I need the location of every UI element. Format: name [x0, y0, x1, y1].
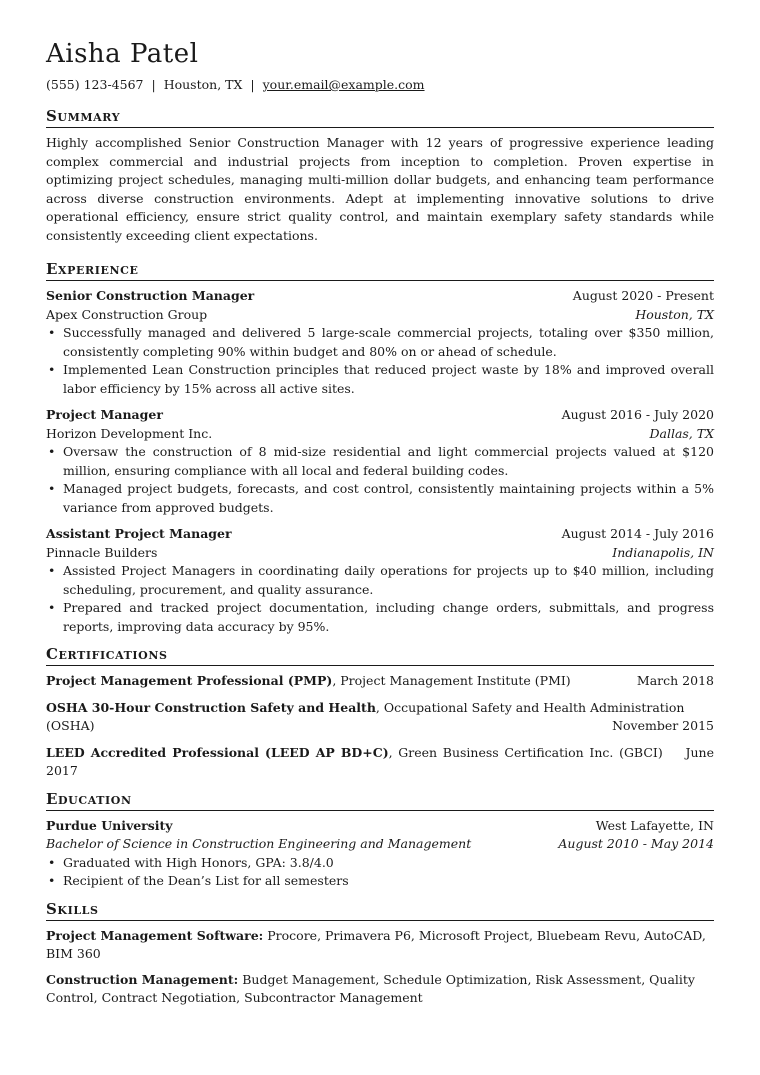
job-bullets — [46, 324, 714, 398]
certification-date: June 2017 — [46, 744, 714, 778]
certifications-section — [46, 644, 714, 781]
list-item: • Successfully managed and delivered 5 large-scale commercial projects, totaling over $350 million, consistently completing 90% within budget and 80% on or ahead of schedule. — [63, 324, 714, 361]
certification-issuer: , Occupational Safety and Health Administration (OSHA) — [46, 699, 685, 733]
summary-text: Highly accomplished Senior Construction Manager with 12 years of progressive experience leading complex commercial and industrial projects from inception to completion. Proven expertise in optimizing project schedules, managing multi-million dollar budgets, and enhancing team performance across diverse construction environments. Adept at implementing innovative solutions to drive operational efficiency, ensure strict quality control, and maintain exemplary safety standards while consistently exceeding client expectations. — [46, 135, 714, 243]
list-item: • Implemented Lean Construction principles that reduced project waste by 18% and improved overall labor efficiency by 15% across all active sites. — [63, 361, 714, 398]
certification-item — [46, 699, 714, 736]
list-item: • Prepared and tracked project documentation, including change orders, submittals, and progress reports, improving data accuracy by 95%. — [63, 599, 714, 636]
degree: Bachelor of Science in Construction Engineering and Management — [46, 836, 472, 851]
section-title-experience: Experience — [46, 259, 714, 281]
school-location: West Lafayette, IN — [595, 817, 714, 833]
job-dates: August 2016 - July 2020 — [561, 407, 714, 422]
certification-date: November 2015 — [612, 718, 714, 733]
job-entry — [46, 406, 714, 517]
job-bullets — [46, 562, 714, 636]
school-name: Purdue University — [46, 817, 173, 833]
job-location: Houston, TX — [635, 306, 714, 322]
contact-line — [46, 76, 714, 94]
skill-value: Budget Management, Schedule Optimization, Risk Assessment, Quality Control, Contract Negotiation, Subcontractor Management — [46, 971, 695, 1005]
job-bullets — [46, 443, 714, 517]
job-role: Senior Construction Manager — [46, 288, 255, 303]
section-title-summary: Summary — [46, 106, 714, 128]
skills-section — [46, 899, 714, 1008]
section-title-skills: Skills — [46, 899, 714, 921]
list-item: • Oversaw the construction of 8 mid-size residential and light commercial projects valued at $120 million, ensuring compliance with all local and federal building codes. — [63, 443, 714, 480]
education-section — [46, 789, 714, 891]
certification-issuer: , Green Business Certification Inc. (GBCI) — [388, 744, 663, 760]
list-item: • Recipient of the Dean’s List for all semesters — [63, 872, 714, 891]
education-bullets — [46, 854, 714, 891]
skill-item — [46, 971, 714, 1008]
job-role: Project Manager — [46, 407, 163, 422]
job-dates: August 2014 - July 2016 — [561, 526, 714, 541]
certification-issuer: , Project Management Institute (PMI) — [332, 673, 571, 688]
skill-value: Procore, Primavera P6, Microsoft Project, Bluebeam Revu, AutoCAD, BIM 360 — [46, 927, 706, 961]
certification-name: Project Management Professional (PMP) — [46, 673, 333, 688]
education-dates: August 2010 - May 2014 — [558, 836, 714, 851]
contact-separator: | — [250, 77, 255, 92]
location: Houston, TX — [163, 77, 243, 92]
certification-name: LEED Accredited Professional (LEED AP BD+C) — [46, 744, 389, 760]
certification-item — [46, 672, 714, 691]
contact-separator: | — [151, 77, 156, 92]
skill-item — [46, 927, 714, 964]
experience-section — [46, 259, 714, 636]
candidate-name: Aisha Patel — [46, 39, 199, 69]
phone-number: (555) 123-4567 — [46, 77, 144, 92]
certification-name: OSHA 30-Hour Construction Safety and Health — [46, 699, 376, 715]
skill-label: Construction Management: — [46, 971, 239, 987]
section-title-education: Education — [46, 789, 714, 811]
certification-date: March 2018 — [636, 673, 714, 688]
list-item: • Assisted Project Managers in coordinating daily operations for projects up to $40 million, including scheduling, procurement, and quality assurance. — [63, 562, 714, 599]
job-company: Horizon Development Inc. — [46, 425, 213, 441]
skill-label: Project Management Software: — [46, 927, 264, 943]
certification-date-wrap — [46, 717, 714, 736]
job-company: Apex Construction Group — [46, 306, 208, 322]
job-company: Pinnacle Builders — [46, 544, 158, 560]
job-location: Dallas, TX — [649, 425, 714, 441]
job-entry — [46, 525, 714, 636]
certification-item — [46, 744, 714, 781]
job-entry — [46, 287, 714, 398]
list-item: • Graduated with High Honors, GPA: 3.8/4.0 — [63, 854, 714, 873]
job-location: Indianapolis, IN — [612, 544, 714, 560]
job-dates: August 2020 - Present — [572, 288, 714, 303]
email-link[interactable]: your.email@example.com — [262, 77, 425, 92]
section-title-certifications: Certifications — [46, 644, 714, 666]
job-role: Assistant Project Manager — [46, 526, 232, 541]
list-item: • Managed project budgets, forecasts, and cost control, consistently maintaining projects within a 5% variance from approved budgets. — [63, 480, 714, 517]
